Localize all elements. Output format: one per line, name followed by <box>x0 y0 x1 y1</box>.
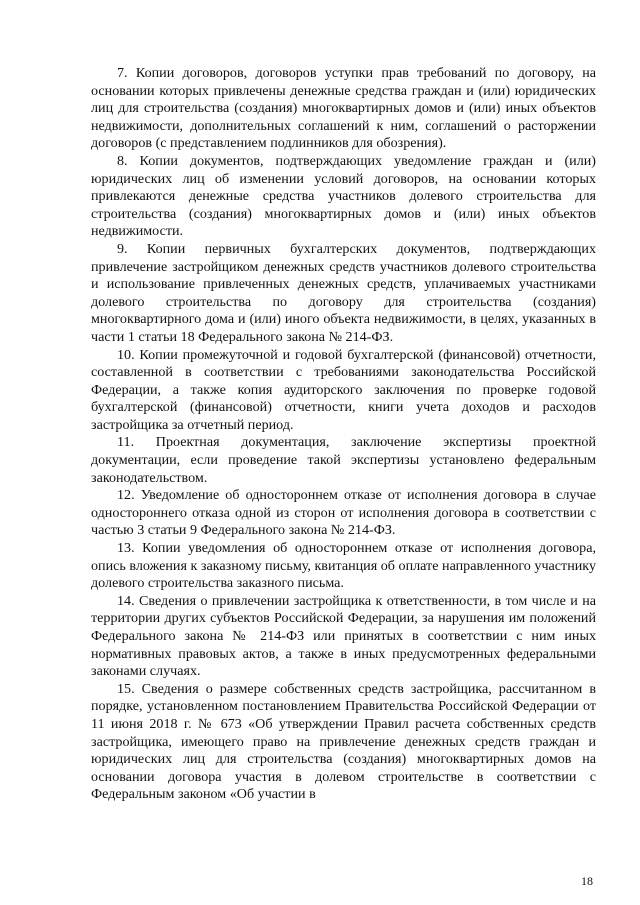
paragraph-item-13: 13. Копии уведомления об одностороннем отказе от исполнения договора, опись вложения к заказному письму, квитанция об оплате направленного участнику долевого строительства заказного письма. <box>91 540 596 592</box>
paragraph-item-12: 12. Уведомление об одностороннем отказе от исполнения договора в случае одностороннего отказа одной из сторон от исполнения договора в соответствии с частью 3 статьи 9 Федерального закона № 214-ФЗ. <box>91 487 596 539</box>
document-body <box>91 65 596 804</box>
paragraph-item-10: 10. Копии промежуточной и годовой бухгалтерской (финансовой) отчетности, составленной в соответствии с требованиями законодательства Российской Федерации, а также копия аудиторского заключения по проверке годовой бухгалтерской (финансовой) отчетности, книги учета доходов и расходов застройщика за отчетный период. <box>91 346 596 433</box>
paragraph-item-7: 7. Копии договоров, договоров уступки прав требований по договору, на основании которых привлечены денежные средства граждан и (или) юридических лиц для строительства (создания) многоквартирных домов и (или) иных объектов недвижимости, дополнительных соглашений к ним, соглашений о расторжении договоров (с представлением подлинников для обозрения). <box>91 65 596 152</box>
page-number: 18 <box>581 874 593 888</box>
paragraph-item-14: 14. Сведения о привлечении застройщика к ответственности, в том числе и на территории других субъектов Российской Федерации, за нарушения им положений Федерального закона № 214-ФЗ или принятых в соответствии с ним иных нормативных правовых актов, а также в иных предусмотренных федеральными законами случаях. <box>91 592 596 680</box>
paragraph-item-9: 9. Копии первичных бухгалтерских документов, подтверждающих привлечение застройщиком денежных средств участников долевого строительства и использование привлеченных денежных средств, уплачиваемых участниками долевого строительства по договору для строительства (создания) многоквартирного дома и (или) иного объекта недвижимости, в целях, указанных в части 1 статьи 18 Федерального закона № 214-ФЗ. <box>91 240 596 345</box>
paragraph-item-15: 15. Сведения о размере собственных средств застройщика, рассчитанном в порядке, установленном постановлением Правительства Российской Федерации от 11 июня 2018 г. № 673 «Об утверждении Правил расчета собственных средств застройщика, имеющего право на привлечение денежных средств граждан и юридических лиц для строительства (создания) многоквартирных домов на основании договора участия в долевом строительстве в соответствии с Федеральным законом «Об участии в <box>91 680 596 803</box>
paragraph-item-11: 11. Проектная документация, заключение экспертизы проектной документации, если проведение такой экспертизы установлено федеральным законодательством. <box>91 434 596 486</box>
paragraph-item-8: 8. Копии документов, подтверждающих уведомление граждан и (или) юридических лиц об изменении условий договоров, на основании которых привлекаются денежные средства участников долевого строительства для строительства (создания) многоквартирных домов и (или) иных объектов недвижимости. <box>91 152 596 240</box>
